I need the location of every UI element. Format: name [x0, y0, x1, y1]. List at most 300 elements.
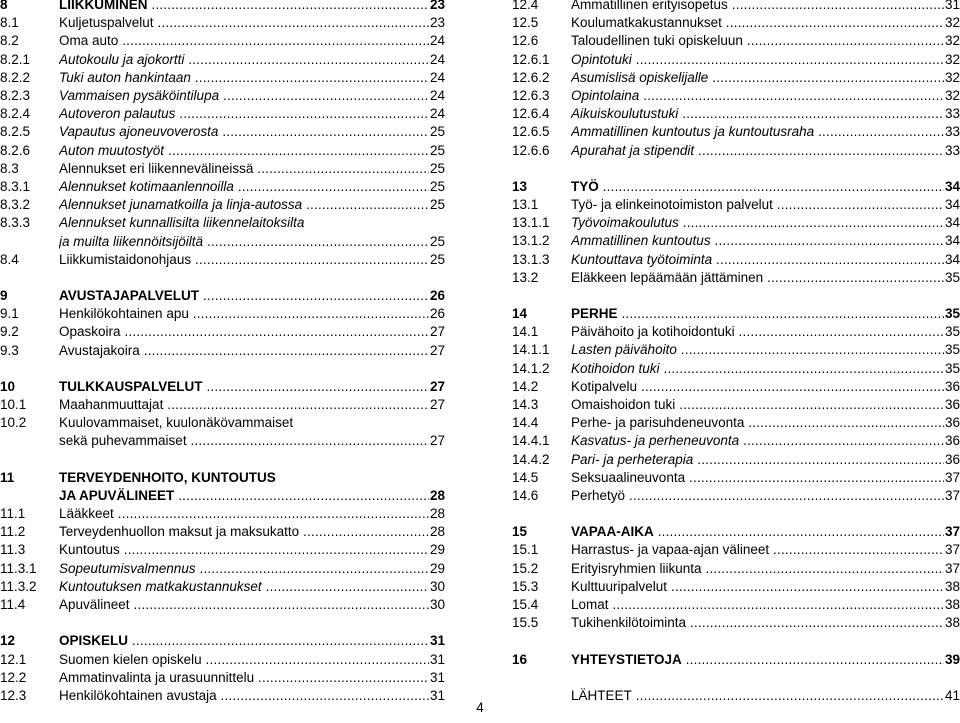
toc-entry-text — [512, 378, 960, 396]
toc-entry[interactable] — [0, 105, 445, 123]
toc-entry-page: 33 — [944, 142, 960, 160]
toc-entry[interactable] — [512, 396, 960, 414]
toc-entry-text — [0, 287, 445, 305]
toc-entry[interactable] — [0, 632, 445, 650]
toc-entry-number: 10.2 — [0, 415, 27, 431]
toc-entry-title: YHTEYSTIETOJA — [571, 651, 682, 667]
toc-entry-text — [512, 178, 960, 196]
dot-leader — [708, 70, 960, 85]
toc-entry[interactable] — [0, 178, 445, 196]
toc-entry-page: 28 — [429, 505, 445, 523]
toc-entry[interactable] — [512, 51, 960, 69]
dot-leader — [148, 0, 446, 12]
toc-entry[interactable] — [512, 87, 960, 105]
toc-entry-text — [0, 87, 445, 105]
toc-entry-text — [0, 560, 445, 578]
toc-entry-page: 35 — [944, 341, 960, 359]
dot-leader — [675, 397, 960, 412]
toc-entry-title: Henkilökohtainen apu — [59, 306, 189, 322]
toc-entry-title: AVUSTAJAPALVELUT — [59, 288, 200, 304]
dot-leader — [773, 197, 960, 212]
toc-entry-page: 41 — [944, 687, 960, 705]
dot-leader — [599, 179, 960, 194]
toc-entry-page: 30 — [429, 596, 445, 614]
toc-entry[interactable] — [512, 596, 960, 614]
toc-entry-number: 12.6.2 — [512, 69, 550, 85]
toc-entry-number: 8.2.5 — [0, 124, 31, 140]
dot-leader — [618, 306, 960, 321]
toc-entry-text — [0, 323, 445, 341]
toc-entry-title: Ammatillinen erityisopetus — [571, 0, 728, 12]
toc-entry-number: 11.3.1 — [0, 560, 37, 576]
toc-entry[interactable] — [0, 669, 445, 687]
dot-leader — [637, 379, 960, 394]
dot-leader — [189, 306, 445, 321]
toc-entry-number: 8.1 — [0, 15, 19, 31]
toc-entry-number: 13.1.2 — [512, 233, 550, 249]
toc-entry[interactable] — [0, 414, 445, 450]
toc-entry[interactable] — [0, 305, 445, 323]
toc-entry-title: Autokoulu ja ajokortti — [59, 51, 185, 67]
toc-entry[interactable] — [512, 487, 960, 505]
toc-left-column — [0, 0, 445, 705]
toc-entry-number: 13.1.1 — [512, 215, 550, 231]
toc-entry-page: 26 — [429, 305, 445, 323]
toc-entry-title: Kasvatus- ja perheneuvonta — [571, 433, 740, 449]
toc-entry-title: TERVEYDENHOITO, KUNTOUTUS — [59, 469, 276, 485]
toc-entry[interactable] — [512, 105, 960, 123]
toc-entry-number: 13.2 — [512, 269, 539, 285]
toc-entry-title: TULKKAUSPALVELUT — [59, 378, 203, 394]
toc-entry-title: Ammatinvalinta ja urasuunnittelu — [59, 669, 255, 685]
dot-leader — [234, 179, 445, 194]
toc-entry-number: 9 — [0, 288, 8, 304]
toc-entry[interactable] — [512, 378, 960, 396]
toc-entry[interactable] — [512, 14, 960, 32]
toc-entry-title: Avustajakoira — [59, 342, 140, 358]
toc-entry-page: 23 — [429, 14, 445, 32]
toc-entry-title: Kuljetuspalvelut — [59, 15, 154, 31]
toc-entry[interactable] — [512, 469, 960, 487]
toc-entry-number: 15.4 — [512, 597, 539, 613]
toc-entry-title: Lääkkeet — [59, 506, 114, 522]
toc-entry[interactable] — [0, 323, 445, 341]
toc-entry-number: 8.2.1 — [0, 51, 31, 67]
toc-entry[interactable] — [512, 360, 960, 378]
toc-entry-page: 31 — [429, 669, 445, 687]
toc-entry-title: Kotihoidon tuki — [571, 360, 660, 376]
toc-entry-page: 32 — [944, 69, 960, 87]
toc-entry-page: 38 — [944, 596, 960, 614]
toc-entry[interactable] — [512, 178, 960, 196]
toc-entry-text — [512, 87, 960, 105]
toc-entry-title: Asumislisä opiskelijalle — [571, 69, 709, 85]
toc-entry-title: Seksuaalineuvonta — [571, 469, 686, 485]
toc-entry-title: Liikkumistaidonohjaus — [59, 251, 192, 267]
toc-entry-page: 36 — [944, 432, 960, 450]
toc-entry-text — [0, 32, 445, 50]
toc-entry[interactable] — [512, 651, 960, 669]
dot-leader — [609, 597, 960, 612]
toc-entry-text — [512, 523, 960, 541]
toc-entry[interactable] — [0, 287, 445, 305]
toc-entry[interactable] — [512, 269, 960, 287]
toc-entry-title-continued: ja muilta liikennöitsijöiltä — [59, 233, 204, 249]
toc-entry-title: Perhe- ja parisuhdeneuvonta — [571, 415, 745, 431]
toc-entry-page: 35 — [944, 360, 960, 378]
toc-entry-title: Päivähoito ja kotihoidontuki — [571, 324, 735, 340]
toc-entry-title: Erityisryhmien liikunta — [571, 560, 702, 576]
toc-entry-text — [512, 432, 960, 450]
toc-entry[interactable] — [0, 142, 445, 160]
toc-entry-title: Lasten päivähoito — [571, 342, 677, 358]
toc-entry-text — [512, 578, 960, 596]
toc-entry[interactable] — [512, 251, 960, 269]
toc-entry-number: 11 — [0, 469, 15, 485]
toc-entry-page: 36 — [944, 396, 960, 414]
toc-entry[interactable] — [512, 414, 960, 432]
toc-entry[interactable] — [0, 51, 445, 69]
toc-right-column — [512, 0, 960, 705]
toc-entry-number: 12.3 — [0, 687, 27, 703]
toc-entry-text — [0, 14, 445, 32]
toc-entry-text — [512, 541, 960, 559]
toc-entry[interactable] — [512, 305, 960, 323]
toc-entry-number: 14.4.2 — [512, 451, 550, 467]
toc-entry-number: 14 — [512, 306, 528, 322]
toc-entry[interactable] — [512, 341, 960, 359]
toc-entry-number: 13 — [512, 178, 528, 194]
toc-entry[interactable] — [0, 196, 445, 214]
toc-entry[interactable] — [0, 32, 445, 50]
toc-entry-page: 35 — [944, 323, 960, 341]
toc-entry-title: Työ- ja elinkeinotoimiston palvelut — [571, 197, 773, 213]
toc-entry-page: 32 — [944, 51, 960, 69]
toc-entry-page: 27 — [429, 342, 445, 360]
toc-entry-text — [0, 105, 445, 123]
toc-entry[interactable] — [0, 578, 445, 596]
toc-entry-number: 15.3 — [512, 578, 539, 594]
toc-entry-text — [0, 378, 445, 396]
toc-entry-title: Maahanmuuttajat — [59, 397, 164, 413]
toc-entry[interactable] — [0, 378, 445, 396]
toc-entry-page: 35 — [944, 305, 960, 323]
toc-entry-number: 14.1.2 — [512, 360, 550, 376]
toc-entry-page: 37 — [944, 469, 960, 487]
toc-entry[interactable] — [0, 523, 445, 541]
toc-entry-text — [0, 142, 445, 160]
dot-leader — [694, 143, 960, 158]
toc-entry-number: 12.6.3 — [512, 88, 550, 104]
dot-leader — [163, 397, 445, 412]
toc-entry[interactable] — [0, 342, 445, 360]
toc-entry-page: 37 — [944, 523, 960, 541]
toc-entry-number: 12.6.5 — [512, 124, 550, 140]
toc-entry-number: 14.2 — [512, 378, 539, 394]
toc-spacer — [0, 360, 445, 378]
toc-entry-title: Terveydenhuollon maksut ja maksukatto — [59, 524, 300, 540]
toc-entry[interactable] — [0, 596, 445, 614]
toc-entry[interactable] — [0, 0, 445, 14]
toc-entry-page: 34 — [944, 232, 960, 250]
toc-entry[interactable] — [512, 196, 960, 214]
toc-entry-number: 15.5 — [512, 615, 539, 631]
toc-entry-number: 11.3.2 — [0, 578, 37, 594]
toc-entry-number: 8.3.1 — [0, 179, 31, 195]
toc-entry-number: 14.4 — [512, 415, 539, 431]
toc-entry-text — [512, 323, 960, 341]
toc-entry-title: Autoveron palautus — [59, 106, 176, 122]
toc-entry-text — [0, 396, 445, 414]
dot-leader — [121, 324, 445, 339]
toc-entry-number: 14.6 — [512, 488, 539, 504]
toc-entry-number: 15.1 — [512, 542, 539, 558]
toc-entry[interactable] — [0, 505, 445, 523]
toc-entry-text — [512, 341, 960, 359]
toc-entry-text — [512, 305, 960, 323]
toc-entry-title: LÄHTEET — [571, 687, 632, 703]
toc-entry[interactable] — [0, 14, 445, 32]
toc-entry-title: PERHE — [571, 306, 618, 322]
toc-entry[interactable] — [512, 432, 960, 450]
toc-entry-title: Alennukset kotimaanlennoilla — [59, 179, 234, 195]
toc-entry[interactable] — [0, 651, 445, 669]
toc-entry-page: 25 — [429, 123, 445, 141]
dot-leader — [218, 124, 445, 139]
toc-entry-number: 14.5 — [512, 469, 539, 485]
toc-entry[interactable] — [512, 541, 960, 559]
toc-entry-title: Alennukset junamatkoilla ja linja-autossa — [59, 197, 303, 213]
toc-entry[interactable] — [512, 523, 960, 541]
toc-entry-number: 12.6.1 — [512, 51, 550, 67]
dot-leader — [735, 324, 960, 339]
toc-entry-title: Tukihenkilötoiminta — [571, 615, 687, 631]
toc-entry-text — [512, 232, 960, 250]
toc-entry-page: 31 — [944, 0, 960, 14]
dot-leader — [199, 288, 445, 303]
toc-entry-text — [0, 505, 445, 523]
toc-spacer — [0, 269, 445, 287]
toc-entry-page: 28 — [429, 487, 445, 505]
toc-entry-title: Apuvälineet — [59, 597, 130, 613]
toc-entry-number: 12.2 — [0, 669, 27, 685]
toc-entry[interactable] — [512, 451, 960, 469]
toc-entry-number: 8.4 — [0, 251, 19, 267]
dot-leader — [654, 524, 960, 539]
dot-leader — [140, 343, 445, 358]
toc-entry-text — [512, 396, 960, 414]
dot-leader — [164, 143, 445, 158]
dot-leader — [686, 615, 960, 630]
toc-entry-title: Apurahat ja stipendit — [571, 142, 695, 158]
toc-entry-title: Omaishoidon tuki — [571, 397, 676, 413]
toc-entry-text — [0, 178, 445, 196]
dot-leader — [678, 106, 960, 121]
dot-leader — [174, 488, 445, 503]
toc-entry[interactable] — [512, 232, 960, 250]
toc-entry[interactable] — [512, 560, 960, 578]
toc-entry-text — [0, 69, 445, 87]
toc-entry-title: Henkilökohtainen avustaja — [59, 687, 217, 703]
toc-entry[interactable] — [512, 0, 960, 14]
toc-entry-text — [0, 523, 445, 541]
toc-entry-page: 25 — [429, 196, 445, 214]
toc-entry-number: 14.1 — [512, 324, 539, 340]
toc-entry[interactable] — [0, 396, 445, 414]
dot-leader — [722, 15, 960, 30]
toc-entry-number: 12.5 — [512, 15, 539, 31]
dot-leader — [712, 252, 960, 267]
toc-spacer — [512, 505, 960, 523]
dot-leader — [679, 215, 960, 230]
toc-entry-text — [512, 196, 960, 214]
toc-spacer — [512, 160, 960, 178]
toc-entry-number: 11.1 — [0, 506, 26, 522]
toc-entry-number: 15 — [512, 524, 528, 540]
toc-entry-number: 12.4 — [512, 0, 539, 12]
toc-entry-number: 8.2.3 — [0, 88, 31, 104]
toc-entry-text — [0, 123, 445, 141]
toc-entry-number: 14.4.1 — [512, 433, 550, 449]
toc-entry-page: 34 — [944, 196, 960, 214]
dot-leader — [667, 579, 960, 594]
dot-leader — [254, 670, 445, 685]
toc-entry-number: 8.2.4 — [0, 106, 31, 122]
toc-entry[interactable] — [0, 541, 445, 559]
toc-entry-text — [0, 0, 445, 14]
toc-entry[interactable] — [0, 251, 445, 269]
toc-entry-page: 36 — [944, 414, 960, 432]
toc-entry-page: 27 — [429, 396, 445, 414]
toc-entry[interactable] — [0, 214, 445, 250]
toc-entry-text — [512, 560, 960, 578]
toc-entry-text — [512, 51, 960, 69]
dot-leader — [632, 52, 960, 67]
toc-entry-number: 8.2 — [0, 33, 19, 49]
toc-entry-number: 12.6.6 — [512, 142, 550, 158]
dot-leader — [677, 342, 960, 357]
toc-entry-number: 11.2 — [0, 524, 26, 540]
toc-entry-title-continued: JA APUVÄLINEET — [59, 487, 175, 503]
toc-entry-page: 32 — [944, 87, 960, 105]
dot-leader — [682, 652, 960, 667]
toc-entry-number: 13.1 — [512, 197, 539, 213]
dot-leader — [253, 161, 445, 176]
toc-entry-title: TYÖ — [571, 178, 599, 194]
toc-entry-text — [0, 651, 445, 669]
toc-entry[interactable] — [0, 560, 445, 578]
dot-leader — [744, 415, 960, 430]
toc-entry-number: 10 — [0, 378, 16, 394]
toc-entry-text — [512, 32, 960, 50]
dot-leader — [202, 652, 445, 667]
toc-entry[interactable] — [0, 69, 445, 87]
toc-entry-title: Kuntoutus — [59, 542, 120, 558]
toc-entry-page: 31 — [429, 687, 445, 705]
toc-entry-text — [512, 414, 960, 432]
toc-entry[interactable] — [0, 160, 445, 178]
toc-entry[interactable] — [0, 123, 445, 141]
toc-entry-text — [512, 214, 960, 232]
toc-entry[interactable] — [512, 142, 960, 160]
toc-entry-page: 25 — [429, 160, 445, 178]
dot-leader — [130, 597, 445, 612]
toc-entry-page: 36 — [944, 451, 960, 469]
toc-entry-page: 24 — [429, 69, 445, 87]
toc-entry[interactable] — [0, 87, 445, 105]
toc-entry-page: 28 — [429, 523, 445, 541]
toc-entry-title: Oma auto — [59, 33, 119, 49]
toc-entry-number: 12.1 — [0, 651, 27, 667]
toc-entry-page: 32 — [944, 32, 960, 50]
toc-spacer — [512, 287, 960, 305]
toc-entry[interactable] — [512, 323, 960, 341]
toc-entry-title: Vapautus ajoneuvoverosta — [59, 124, 219, 140]
page-number: 4 — [476, 700, 484, 715]
toc-entry-title: Auton muutostyöt — [59, 142, 165, 158]
dot-leader — [639, 88, 960, 103]
dot-leader — [191, 70, 445, 85]
toc-entry-title: Kuulovammaiset, kuulonäkövammaiset — [59, 415, 294, 431]
toc-entry[interactable] — [512, 214, 960, 232]
toc-entry-number: 14.1.1 — [512, 342, 550, 358]
dot-leader — [685, 470, 960, 485]
toc-entry-text — [0, 578, 445, 596]
toc-entry-page: 37 — [944, 560, 960, 578]
toc-entry[interactable] — [512, 578, 960, 596]
dot-leader — [154, 15, 445, 30]
toc-entry-title: Lomat — [571, 597, 609, 613]
toc-entry-page: 24 — [429, 87, 445, 105]
toc-entry-title: Vammaisen pysäköintilupa — [59, 88, 220, 104]
toc-entry-page: 29 — [429, 560, 445, 578]
toc-entry-text — [0, 596, 445, 614]
toc-entry[interactable] — [512, 32, 960, 50]
toc-spacer — [512, 633, 960, 651]
toc-entry-page: 38 — [944, 614, 960, 632]
toc-entry[interactable] — [512, 614, 960, 632]
toc-entry-number: 9.1 — [0, 306, 19, 322]
toc-entry-text — [0, 541, 445, 559]
toc-entry-text — [512, 251, 960, 269]
dot-leader — [175, 106, 445, 121]
toc-entry-number: 8.3 — [0, 160, 19, 176]
toc-entry-title: Eläkkeen lepäämään jättäminen — [571, 269, 764, 285]
toc-entry-number: 11.4 — [0, 597, 26, 613]
toc-entry-text — [0, 414, 445, 450]
dot-leader — [739, 433, 960, 448]
toc-entry-title: Harrastus- ja vapaa-ajan välineet — [571, 542, 770, 558]
toc-entry[interactable] — [512, 69, 960, 87]
dot-leader — [128, 633, 445, 648]
toc-entry-number: 11.3 — [0, 542, 26, 558]
toc-entry-text — [0, 160, 445, 178]
toc-entry-title: Alennukset eri liikennevälineissä — [59, 160, 254, 176]
toc-entry-page: 33 — [944, 105, 960, 123]
toc-entry-number: 16 — [512, 651, 528, 667]
toc-entry-text — [0, 196, 445, 214]
toc-entry-page: 25 — [429, 142, 445, 160]
toc-entry-title: Pari- ja perheterapia — [571, 451, 694, 467]
toc-entry-title: Kotipalvelu — [571, 378, 638, 394]
dot-leader — [743, 33, 960, 48]
toc-entry-page: 31 — [429, 632, 445, 650]
toc-entry-number: 8.2.6 — [0, 142, 31, 158]
toc-entry[interactable] — [0, 469, 445, 505]
toc-entry-number: 9.3 — [0, 342, 19, 358]
toc-entry-number: 10.1 — [0, 397, 27, 413]
toc-entry[interactable] — [512, 123, 960, 141]
